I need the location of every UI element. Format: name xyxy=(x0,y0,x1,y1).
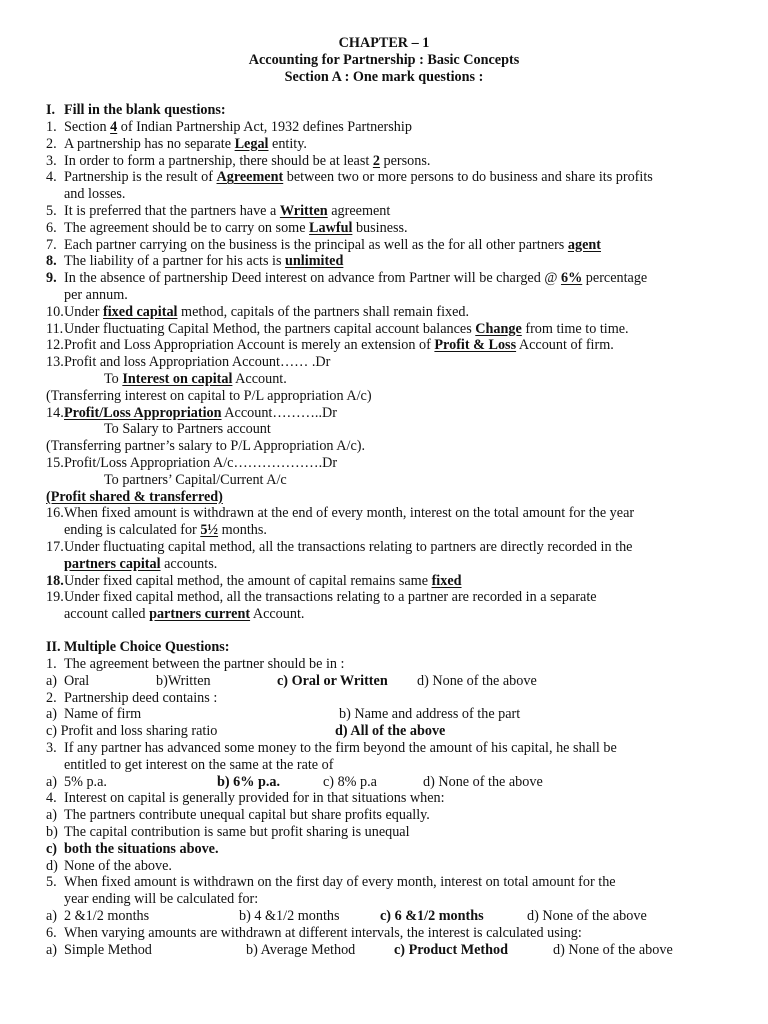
fill-blank-line-text: 2 xyxy=(372,152,380,169)
mcq-line-number: b) xyxy=(46,824,58,840)
chapter-title: Accounting for Partnership : Basic Concepts xyxy=(248,52,520,68)
fill-blank-line-text: Under fluctuating capital method, all the transactions relating to partners are directly recorded in the xyxy=(64,539,633,555)
fill-blank-line xyxy=(46,388,372,405)
mcq-line xyxy=(64,891,258,908)
mcq-line-text: c) Profit and loss sharing ratio xyxy=(46,723,218,740)
mcq-line-number: d) xyxy=(46,857,58,874)
fill-blank-line-number: 13. xyxy=(46,354,64,371)
fill-blank-line-text: Account. xyxy=(250,606,305,623)
mcq-line-text: When fixed amount is withdrawn on the first day of every month, interest on total amount for the xyxy=(64,874,616,891)
fill-blank-line-text: To partners’ Capital/Current A/c xyxy=(104,471,287,488)
fill-blank-line xyxy=(64,220,408,237)
fill-blank-line-number: 19. xyxy=(46,589,64,606)
fill-blank-line xyxy=(64,153,430,170)
fill-blank-line xyxy=(64,354,330,371)
fill-blank-line-number: 18. xyxy=(46,572,64,589)
mcq-line-number: c) xyxy=(46,840,58,857)
fill-blank-line-text: fixed capital xyxy=(103,303,178,320)
section-ii-heading: Multiple Choice Questions: xyxy=(64,639,230,655)
section-i-heading: Fill in the blank questions: xyxy=(64,102,226,118)
fill-blank-line-text: 5½ xyxy=(200,522,219,539)
mcq-line-text: b) 6% p.a. xyxy=(217,773,281,790)
chapter-heading: CHAPTER – 1 xyxy=(338,35,430,51)
fill-blank-line-text: Profit and Loss Appropriation Account is merely an extension of xyxy=(64,337,435,354)
fill-blank-line xyxy=(104,371,287,388)
fill-blank-line xyxy=(64,455,337,472)
fill-blank-line xyxy=(64,253,343,270)
fill-blank-line xyxy=(46,489,223,506)
fill-blank-line xyxy=(64,405,337,422)
fill-blank-line-text: A partnership has no separate xyxy=(64,135,235,152)
mcq-line xyxy=(64,690,217,707)
mcq-line-text: b) Average Method xyxy=(246,941,356,958)
fill-blank-line-text: Partnership is the result of xyxy=(64,169,217,186)
mcq-line xyxy=(64,942,152,959)
mcq-line-number: 1. xyxy=(46,656,57,672)
mcq-line-number: 5. xyxy=(46,874,57,891)
mcq-line-number: a) xyxy=(46,773,58,790)
mcq-line-number: a) xyxy=(46,672,58,689)
fill-blank-line-number: 2. xyxy=(46,135,57,152)
fill-blank-line-number: 16. xyxy=(46,505,64,522)
fill-blank-line xyxy=(64,337,614,354)
fill-blank-line xyxy=(64,237,601,254)
fill-blank-line-text: (Transferring interest on capital to P/L appropriation A/c) xyxy=(46,387,372,404)
fill-blank-line xyxy=(64,522,267,539)
fill-blank-line-text: Each partner carrying on the business is the principal as well as the for all other partners xyxy=(64,236,568,253)
mcq-line xyxy=(64,706,141,723)
fill-blank-line-text: In order to form a partnership, there should be at least xyxy=(64,152,373,169)
fill-blank-line xyxy=(64,186,125,203)
fill-blank-line-number: 4. xyxy=(46,169,57,186)
fill-blank-line-text: Under fluctuating Capital Method, the partners capital account balances xyxy=(64,320,476,337)
mcq-line-text: year ending will be calculated for: xyxy=(64,891,259,908)
fill-blank-line-text: ending is calculated for xyxy=(64,522,201,539)
mcq-line-text: c) 8% p.a xyxy=(323,773,377,790)
mcq-line-number: a) xyxy=(46,706,58,723)
mcq-line-number: 3. xyxy=(46,740,57,756)
fill-blank-line xyxy=(64,203,390,220)
mcq-line-text: Name of firm xyxy=(64,706,142,723)
mcq-line-text: both the situations above. xyxy=(64,840,219,857)
fill-blank-line-number: 6. xyxy=(46,219,57,236)
fill-blank-line-text: Account of firm. xyxy=(516,337,614,354)
fill-blank-line-text: of Indian Partnership Act, 1932 defines Partnership xyxy=(117,119,412,135)
mcq-line xyxy=(64,807,430,824)
fill-blank-line-text: Profit & Loss xyxy=(434,337,517,354)
mcq-line-text: d) None of the above xyxy=(527,908,647,924)
mcq-line xyxy=(64,656,345,673)
fill-blank-line-text: months. xyxy=(218,522,267,539)
fill-blank-line xyxy=(64,539,632,556)
fill-blank-line-text: Lawful xyxy=(309,219,353,236)
fill-blank-line-number: 15. xyxy=(46,455,64,471)
fill-blank-line-number: 9. xyxy=(46,270,57,287)
mcq-line-text: b) 4 &1/2 months xyxy=(239,908,340,924)
fill-blank-line xyxy=(64,321,629,338)
mcq-line xyxy=(64,740,617,757)
fill-blank-line-number: 11. xyxy=(46,320,64,337)
section-heading: Section A : One mark questions : xyxy=(284,69,484,85)
mcq-line-number: 4. xyxy=(46,790,57,807)
fill-blank-line-text: method, capitals of the partners shall remain fixed. xyxy=(177,303,470,320)
fill-blank-line-text: The liability of a partner for his acts is xyxy=(64,253,286,270)
fill-blank-line-number: 7. xyxy=(46,236,57,253)
fill-blank-line-text: partners capital xyxy=(64,555,161,572)
fill-blank-line-number: 14. xyxy=(46,404,64,421)
fill-blank-line-text: Profit and loss Appropriation Account…… .Dr xyxy=(64,354,331,371)
mcq-line-text: 5% p.a. xyxy=(64,773,107,790)
mcq-line-text: b) Name and address of the part xyxy=(339,706,521,723)
fill-blank-line-text: It is preferred that the partners have a xyxy=(64,203,280,219)
mcq-line xyxy=(64,874,616,891)
fill-blank-line-text: When fixed amount is withdrawn at the end of every month, interest on the total amount for the year xyxy=(64,505,635,522)
fill-blank-line-text: Section xyxy=(64,119,111,135)
mcq-line-text: entitled to get interest on the same at the rate of xyxy=(64,756,334,773)
fill-blank-line-text: persons. xyxy=(379,152,431,169)
fill-blank-line-text: percentage xyxy=(582,270,648,287)
mcq-line-text: c) Oral or Written xyxy=(277,672,388,689)
fill-blank-line-text: Interest on capital xyxy=(122,371,233,387)
mcq-line-number: a) xyxy=(46,908,58,924)
mcq-line-text: d) All of the above xyxy=(335,723,446,740)
fill-blank-line-number: 3. xyxy=(46,152,57,169)
fill-blank-line-text: agreement xyxy=(327,203,391,219)
mcq-line-text: d) None of the above xyxy=(553,941,673,958)
fill-blank-line-text: unlimited xyxy=(285,253,344,270)
fill-blank-line xyxy=(64,304,469,321)
fill-blank-line-number: 5. xyxy=(46,203,57,219)
mcq-line-text: The agreement between the partner should be in : xyxy=(64,656,345,672)
fill-blank-line-number: 1. xyxy=(46,119,57,135)
mcq-line xyxy=(64,790,445,807)
mcq-line-text: None of the above. xyxy=(64,857,172,874)
fill-blank-line xyxy=(64,136,307,153)
fill-blank-line xyxy=(64,556,217,573)
fill-blank-line-text: from time to time. xyxy=(521,320,629,337)
fill-blank-line-number: 10. xyxy=(46,303,64,320)
mcq-line xyxy=(64,824,410,841)
fill-blank-line-text: (Profit shared & transferred) xyxy=(46,488,223,505)
mcq-line-text: c) 6 &1/2 months xyxy=(380,908,484,924)
mcq-line-text: If any partner has advanced some money to the firm beyond the amount of his capital, he shall be xyxy=(64,740,617,756)
mcq-line-text: c) Product Method xyxy=(394,941,509,958)
fill-blank-line-text: The agreement should be to carry on some xyxy=(64,219,310,236)
fill-blank-line-text: In the absence of partnership Deed interest on advance from Partner will be charged @ xyxy=(64,270,561,287)
fill-blank-line xyxy=(64,505,634,522)
mcq-line-text: When varying amounts are withdrawn at different intervals, the interest is calculated using: xyxy=(64,924,582,941)
fill-blank-line xyxy=(64,169,653,186)
mcq-line xyxy=(64,925,582,942)
mcq-line xyxy=(64,841,219,858)
fill-blank-line xyxy=(104,421,271,438)
fill-blank-line-text: Account………..Dr xyxy=(221,404,337,421)
fill-blank-line xyxy=(64,573,462,590)
mcq-line xyxy=(64,774,107,791)
mcq-line-text: The capital contribution is same but profit sharing is unequal xyxy=(64,824,410,840)
mcq-line xyxy=(46,723,217,740)
mcq-line-number: 2. xyxy=(46,689,57,706)
mcq-line-text: d) None of the above xyxy=(417,672,537,689)
mcq-line-text: d) None of the above xyxy=(423,773,543,790)
fill-blank-line xyxy=(64,589,597,606)
fill-blank-line-text: Under fixed capital method, the amount of capital remains same xyxy=(64,572,432,589)
fill-blank-line-text: account called xyxy=(64,606,150,623)
mcq-line-text: The partners contribute unequal capital but share profits equally. xyxy=(64,807,430,824)
fill-blank-line xyxy=(46,438,365,455)
mcq-line-text: 2 &1/2 months xyxy=(64,908,150,924)
fill-blank-line-text: 6% xyxy=(560,270,583,287)
fill-blank-line-text: (Transferring partner’s salary to P/L Appropriation A/c). xyxy=(46,438,366,455)
mcq-line xyxy=(64,757,333,774)
fill-blank-line-text: and losses. xyxy=(64,186,126,203)
fill-blank-line-text: fixed xyxy=(431,572,462,589)
mcq-line-text: Simple Method xyxy=(64,941,152,958)
fill-blank-line-text: Written xyxy=(279,203,328,219)
fill-blank-line-text: partners current xyxy=(149,606,251,623)
fill-blank-line xyxy=(64,119,412,136)
fill-blank-line xyxy=(64,287,128,304)
fill-blank-line-text: business. xyxy=(352,219,408,236)
fill-blank-line-number: 12. xyxy=(46,337,64,354)
fill-blank-line xyxy=(64,606,304,623)
mcq-line-number: a) xyxy=(46,807,58,824)
fill-blank-line-text: Account. xyxy=(232,371,287,387)
mcq-line-text: Partnership deed contains : xyxy=(64,689,218,706)
fill-blank-line xyxy=(64,270,647,287)
fill-blank-line xyxy=(104,472,287,489)
fill-blank-line-text: entity. xyxy=(268,135,307,152)
fill-blank-line-text: 4 xyxy=(110,119,118,135)
section-ii-number: II. xyxy=(46,639,61,655)
fill-blank-line-text: Agreement xyxy=(216,169,284,186)
fill-blank-line-text: Under fixed capital method, all the transactions relating to a partner are recorded in a separate xyxy=(64,589,597,606)
fill-blank-line-text: Profit/Loss Appropriation xyxy=(64,404,222,421)
mcq-line-number: a) xyxy=(46,941,58,958)
section-i-number: I. xyxy=(46,102,56,118)
fill-blank-line-text: Change xyxy=(475,320,522,337)
fill-blank-line-text: Legal xyxy=(234,135,269,152)
fill-blank-line-text: To xyxy=(104,371,123,387)
fill-blank-line-text: Profit/Loss Appropriation A/c……………….Dr xyxy=(64,455,338,471)
fill-blank-line-text: To Salary to Partners account xyxy=(104,421,271,438)
fill-blank-line-text: between two or more persons to do business and share its profits xyxy=(283,169,653,186)
mcq-line-text: b)Written xyxy=(156,672,211,689)
mcq-line xyxy=(64,908,149,925)
mcq-line-text: Oral xyxy=(64,672,90,689)
fill-blank-line-number: 17. xyxy=(46,539,64,555)
fill-blank-line-number: 8. xyxy=(46,253,57,270)
mcq-line xyxy=(64,673,89,690)
fill-blank-line-text: per annum. xyxy=(64,287,128,303)
mcq-line-number: 6. xyxy=(46,924,57,941)
mcq-line xyxy=(64,858,172,875)
fill-blank-line-text: accounts. xyxy=(160,555,218,572)
fill-blank-line-text: Under xyxy=(64,303,104,320)
fill-blank-line-text: agent xyxy=(567,236,601,253)
mcq-line-text: Interest on capital is generally provided for in that situations when: xyxy=(64,790,445,807)
